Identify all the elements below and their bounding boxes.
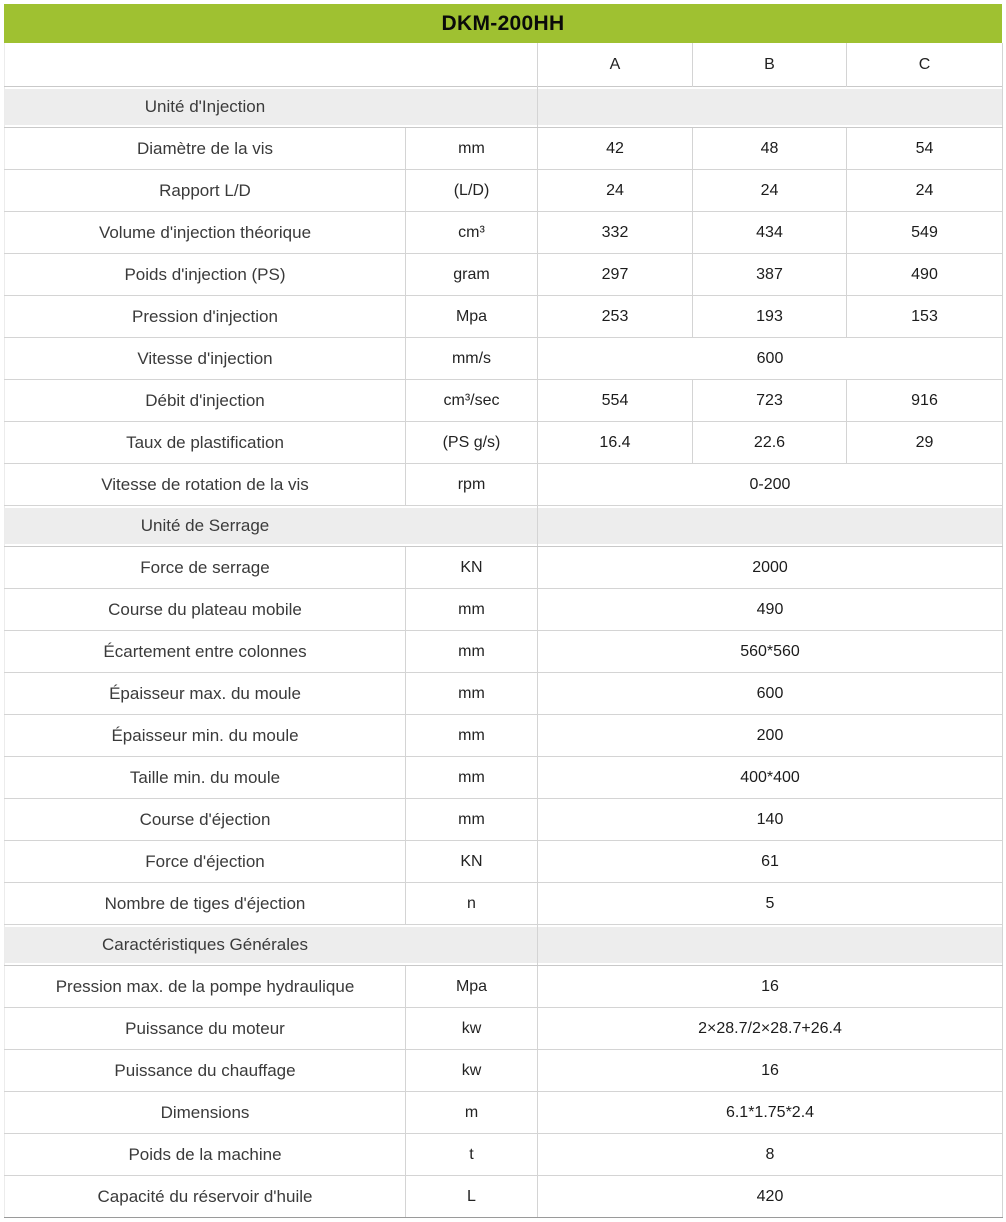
param-value-c: 24 (847, 170, 1003, 212)
param-value-b: 48 (693, 128, 847, 170)
param-value-span: 5 (538, 883, 1003, 925)
spec-row (5, 170, 1003, 212)
spec-row (5, 380, 1003, 422)
param-unit: KN (406, 841, 538, 883)
table-title: DKM-200HH (4, 4, 1002, 43)
param-value-c: 54 (847, 128, 1003, 170)
param-label: Taux de plastification (5, 422, 406, 464)
param-label: Volume d'injection théorique (5, 212, 406, 254)
spec-row (5, 254, 1003, 296)
param-value-span: 600 (538, 338, 1003, 380)
section-header-spacer (538, 87, 1003, 128)
param-label: Puissance du chauffage (5, 1050, 406, 1092)
spec-row (5, 883, 1003, 925)
param-label: Pression max. de la pompe hydraulique (5, 966, 406, 1008)
spec-row (5, 673, 1003, 715)
section-header-spacer (538, 506, 1003, 547)
section-header-row (5, 506, 1003, 547)
spec-row (5, 1134, 1003, 1176)
spec-row (5, 422, 1003, 464)
param-label: Diamètre de la vis (5, 128, 406, 170)
param-value-span: 2×28.7/2×28.7+26.4 (538, 1008, 1003, 1050)
param-label: Force d'éjection (5, 841, 406, 883)
param-unit: mm (406, 128, 538, 170)
param-value-b: 193 (693, 296, 847, 338)
param-value-span: 0-200 (538, 464, 1003, 506)
param-unit: cm³ (406, 212, 538, 254)
spec-row (5, 464, 1003, 506)
param-value-c: 490 (847, 254, 1003, 296)
param-label: Débit d'injection (5, 380, 406, 422)
param-unit: n (406, 883, 538, 925)
param-value-span: 61 (538, 841, 1003, 883)
column-header-a: A (538, 43, 693, 87)
param-label: Épaisseur max. du moule (5, 673, 406, 715)
param-value-a: 42 (538, 128, 693, 170)
spec-row (5, 799, 1003, 841)
param-value-span: 2000 (538, 547, 1003, 589)
param-value-c: 29 (847, 422, 1003, 464)
param-value-span: 400*400 (538, 757, 1003, 799)
param-label: Taille min. du moule (5, 757, 406, 799)
param-value-span: 600 (538, 673, 1003, 715)
param-unit: mm (406, 757, 538, 799)
param-unit: cm³/sec (406, 380, 538, 422)
param-value-span: 420 (538, 1176, 1003, 1218)
param-value-span: 16 (538, 1050, 1003, 1092)
param-value-b: 723 (693, 380, 847, 422)
param-unit: mm (406, 799, 538, 841)
param-label: Écartement entre colonnes (5, 631, 406, 673)
spec-row (5, 128, 1003, 170)
spec-row (5, 1050, 1003, 1092)
param-value-b: 22.6 (693, 422, 847, 464)
param-label: Rapport L/D (5, 170, 406, 212)
param-label: Vitesse d'injection (5, 338, 406, 380)
param-label: Pression d'injection (5, 296, 406, 338)
section-header-row (5, 87, 1003, 128)
param-label: Poids d'injection (PS) (5, 254, 406, 296)
param-label: Épaisseur min. du moule (5, 715, 406, 757)
param-value-b: 24 (693, 170, 847, 212)
spec-table (4, 43, 1003, 1218)
column-header-row (5, 43, 1003, 87)
spec-row (5, 841, 1003, 883)
param-value-a: 332 (538, 212, 693, 254)
column-header-b: B (693, 43, 847, 87)
param-label: Dimensions (5, 1092, 406, 1134)
param-unit: (PS g/s) (406, 422, 538, 464)
spec-row (5, 631, 1003, 673)
param-unit: mm (406, 631, 538, 673)
param-value-b: 434 (693, 212, 847, 254)
param-unit: kw (406, 1008, 538, 1050)
param-unit: (L/D) (406, 170, 538, 212)
param-unit: mm (406, 589, 538, 631)
param-label: Course du plateau mobile (5, 589, 406, 631)
param-label: Vitesse de rotation de la vis (5, 464, 406, 506)
param-unit: KN (406, 547, 538, 589)
spec-row (5, 338, 1003, 380)
param-unit: mm (406, 673, 538, 715)
param-value-a: 24 (538, 170, 693, 212)
param-label: Poids de la machine (5, 1134, 406, 1176)
param-value-c: 549 (847, 212, 1003, 254)
param-unit: t (406, 1134, 538, 1176)
param-label: Course d'éjection (5, 799, 406, 841)
param-value-a: 554 (538, 380, 693, 422)
param-label: Nombre de tiges d'éjection (5, 883, 406, 925)
spec-row (5, 715, 1003, 757)
param-unit: mm/s (406, 338, 538, 380)
spec-row (5, 1008, 1003, 1050)
param-label: Puissance du moteur (5, 1008, 406, 1050)
column-header-spacer (5, 43, 538, 87)
spec-row (5, 1092, 1003, 1134)
param-unit: gram (406, 254, 538, 296)
param-label: Capacité du réservoir d'huile (5, 1176, 406, 1218)
spec-row (5, 547, 1003, 589)
param-value-span: 16 (538, 966, 1003, 1008)
param-value-span: 6.1*1.75*2.4 (538, 1092, 1003, 1134)
param-value-span: 8 (538, 1134, 1003, 1176)
spec-row (5, 296, 1003, 338)
section-header-spacer (538, 925, 1003, 966)
spec-row (5, 212, 1003, 254)
column-header-c: C (847, 43, 1003, 87)
param-label: Force de serrage (5, 547, 406, 589)
section-header-label: Unité d'Injection (5, 87, 538, 128)
param-value-span: 140 (538, 799, 1003, 841)
param-value-span: 560*560 (538, 631, 1003, 673)
param-unit: m (406, 1092, 538, 1134)
param-value-c: 916 (847, 380, 1003, 422)
param-value-a: 16.4 (538, 422, 693, 464)
param-value-b: 387 (693, 254, 847, 296)
param-unit: rpm (406, 464, 538, 506)
param-value-c: 153 (847, 296, 1003, 338)
param-value-a: 297 (538, 254, 693, 296)
spec-row (5, 966, 1003, 1008)
param-unit: kw (406, 1050, 538, 1092)
spec-row (5, 589, 1003, 631)
param-value-a: 253 (538, 296, 693, 338)
section-header-label: Caractéristiques Générales (5, 925, 538, 966)
param-unit: Mpa (406, 296, 538, 338)
spec-row (5, 1176, 1003, 1218)
section-header-row (5, 925, 1003, 966)
section-header-label: Unité de Serrage (5, 506, 538, 547)
spec-row (5, 757, 1003, 799)
param-value-span: 490 (538, 589, 1003, 631)
param-unit: mm (406, 715, 538, 757)
param-value-span: 200 (538, 715, 1003, 757)
param-unit: L (406, 1176, 538, 1218)
param-unit: Mpa (406, 966, 538, 1008)
